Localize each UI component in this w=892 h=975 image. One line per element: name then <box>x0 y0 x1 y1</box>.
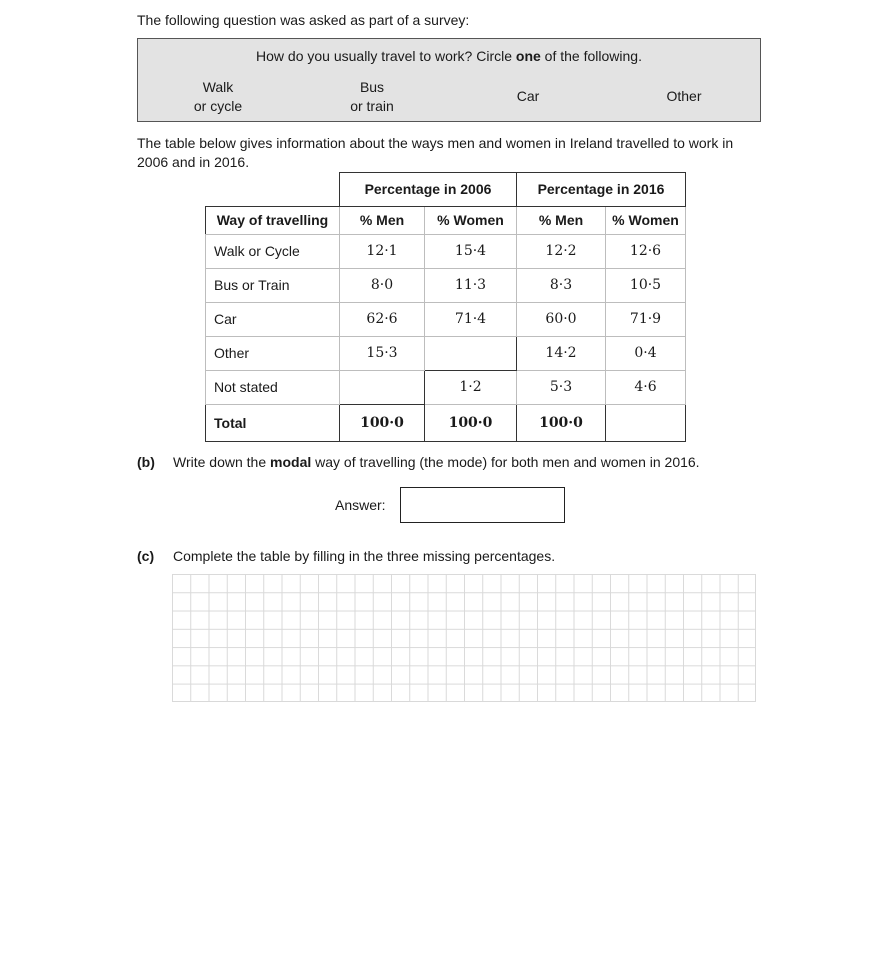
cell: 0·4 <box>606 336 686 370</box>
missing-cell-women-2006-other[interactable] <box>425 336 517 370</box>
row-label: Total <box>206 404 340 441</box>
answer-label: Answer: <box>335 497 386 513</box>
row-label: Not stated <box>206 370 340 404</box>
intro-text: The following question was asked as part of a survey: <box>137 12 470 28</box>
option-bus-train: Bus or train <box>350 79 394 114</box>
working-grid[interactable] <box>172 574 756 702</box>
cell: 1·2 <box>425 370 517 404</box>
table-row-total <box>206 404 686 441</box>
cell: 10·5 <box>606 268 686 302</box>
cell: 5·3 <box>517 370 606 404</box>
cell: 100·0 <box>517 404 606 441</box>
question-c <box>137 548 556 564</box>
question-c-text: Complete the table by filling in the three missing percentages. <box>173 548 556 564</box>
cell: 15·4 <box>425 234 517 268</box>
table-corner <box>206 173 340 207</box>
table-row <box>206 370 686 404</box>
header-2006: Percentage in 2006 <box>340 173 517 207</box>
survey-question-box <box>137 38 761 122</box>
cell: 4·6 <box>606 370 686 404</box>
col-header-women-2006: % Women <box>425 206 517 234</box>
row-label: Walk or Cycle <box>206 234 340 268</box>
col-header-men-2016: % Men <box>517 206 606 234</box>
cell: 100·0 <box>340 404 425 441</box>
table-row <box>206 268 686 302</box>
question-b-text: Write down the modal way of travelling (the mode) for both men and women in 2016. <box>173 454 700 470</box>
missing-cell-men-2006-not-stated[interactable] <box>340 370 425 404</box>
answer-box[interactable] <box>400 487 565 523</box>
cell: 15·3 <box>340 336 425 370</box>
option-other: Other <box>666 88 702 104</box>
row-label: Car <box>206 302 340 336</box>
cell: 14·2 <box>517 336 606 370</box>
cell: 12·6 <box>606 234 686 268</box>
col-header-men-2006: % Men <box>340 206 425 234</box>
header-2016: Percentage in 2016 <box>517 173 686 207</box>
row-label: Bus or Train <box>206 268 340 302</box>
table-row <box>206 302 686 336</box>
table-intro-paragraph: The table below gives information about the ways men and women in Ireland travelled to work in 2006 and in 2016. <box>137 135 734 170</box>
cell: 12·2 <box>517 234 606 268</box>
table-row <box>206 336 686 370</box>
cell: 11·3 <box>425 268 517 302</box>
table-row <box>206 234 686 268</box>
cell: 60·0 <box>517 302 606 336</box>
question-c-label: (c) <box>137 548 155 564</box>
option-car: Car <box>516 88 540 104</box>
question-b-label: (b) <box>137 454 155 470</box>
question-b <box>137 454 700 470</box>
cell: 12·1 <box>340 234 425 268</box>
row-label: Other <box>206 336 340 370</box>
travel-table <box>205 172 686 442</box>
cell: 71·4 <box>425 302 517 336</box>
cell: 71·9 <box>606 302 686 336</box>
col-header-way: Way of travelling <box>206 206 340 234</box>
missing-cell-total-women-2016[interactable] <box>606 404 686 441</box>
option-walk-cycle: Walk or cycle <box>193 79 243 114</box>
cell: 8·0 <box>340 268 425 302</box>
col-header-women-2016: % Women <box>606 206 686 234</box>
cell: 8·3 <box>517 268 606 302</box>
cell: 62·6 <box>340 302 425 336</box>
cell: 100·0 <box>425 404 517 441</box>
survey-question: How do you usually travel to work? Circle one of the following. <box>256 48 642 64</box>
